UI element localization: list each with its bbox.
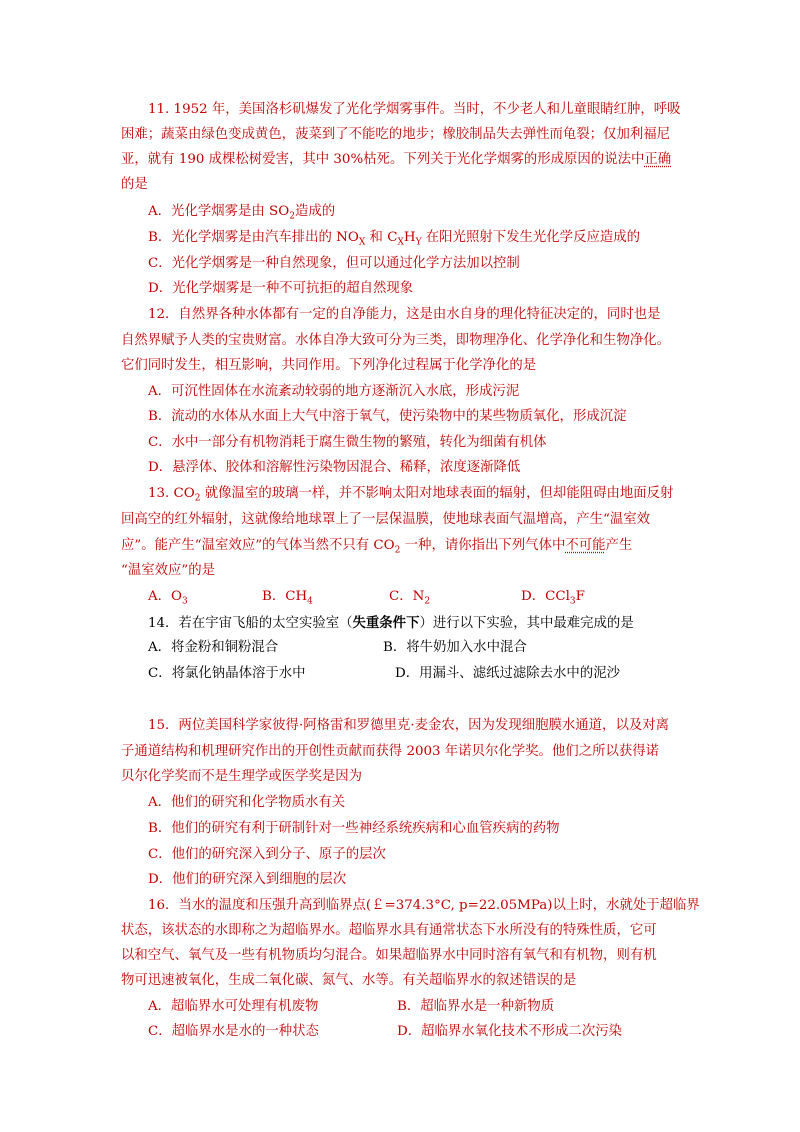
q13-d-text: D．CCl: [521, 589, 570, 604]
q13-c-text: C．N: [389, 589, 425, 604]
q13-option-d: [521, 588, 585, 606]
q14-stem-pre: 14．若在宇宙飞船的太空实验室（: [148, 616, 353, 631]
q16-option-b: B．超临界水是一种新物质: [397, 999, 555, 1014]
q11-stem-line-2: 困难；蔬菜由绿色变成黄色，菠菜到了不能吃的地步；橡胶制品失去弹性而龟裂；仅加利福尼: [121, 127, 671, 142]
q16-stem-line-4: 物可迅速被氧化，生成二氧化碳、氮气、水等。有关超临界水的叙述错误的是: [121, 973, 577, 988]
q12-option-d: D．悬浮体、胶体和溶解性污染物因混合、稀释，浓度逐渐降低: [148, 460, 521, 475]
q11-b-sub-1: X: [358, 237, 366, 248]
q15-option-b: B．他们的研究有利于研制针对一些神经系统疾病和心血管疾病的药物: [148, 821, 560, 836]
q16-option-a: A．超临界水可处理有机废物: [148, 999, 319, 1014]
q13-b-sub: 4: [307, 596, 313, 607]
q11-b-sub-2: X: [397, 237, 404, 248]
q13-l3-text-2: 一种，请你指出下列气体中: [400, 538, 566, 553]
q14-option-a: A．将金粉和铜粉混合: [148, 640, 279, 655]
q12-stem-line-1: 12．自然界各种水体都有一定的自净能力，这是由水自身的理化特征决定的，同时也是: [148, 307, 661, 322]
q11-a-tail: 造成的: [294, 204, 336, 219]
q11-option-b: [148, 229, 640, 247]
q13-a-text: A．O: [148, 589, 183, 604]
q11-option-c: C．光化学烟雾是一种自然现象，但可以通过化学方法加以控制: [148, 256, 520, 271]
q13-stem-line-3: [121, 537, 632, 555]
q14-option-c: C．将氯化钠晶体溶于水中: [148, 666, 306, 681]
q16-stem-line-3: 以和空气、氧气及一些有机物质均匀混合。如果超临界水中同时溶有氧气和有机物，则有机: [121, 948, 657, 963]
q14-option-b: B．将牛奶加入水中混合: [383, 640, 527, 655]
q15-option-d: D．他们的研究深入到细胞的层次: [148, 872, 347, 887]
q13-stem-line-4: “温室效应”的是: [121, 563, 216, 578]
q16-stem-line-1: 16．当水的温度和压强升高到临界点(￡=374.3°C, p=22.05MPa)以上时，水就处于超临界: [148, 898, 700, 913]
q11-option-a: [148, 203, 335, 221]
q12-option-b: B．流动的水体从水面上大气中溶于氧气，使污染物中的某些物质氧化，形成沉淀: [148, 409, 627, 424]
q11-b-sub-3: Y: [415, 237, 422, 248]
q15-stem-line-2: 子通道结构和机理研究作出的开创性贡献而获得 2003 年诺贝尔化学奖。他们之所以获得诺: [121, 744, 660, 759]
q12-option-c: C．水中一部分有机物消耗于腐生微生物的繁殖，转化为细菌有机体: [148, 435, 547, 450]
q13-c-sub: 2: [424, 596, 431, 607]
q13-a-sub: 3: [182, 596, 188, 607]
q15-option-a: A．他们的研究和化学物质水有关: [148, 795, 346, 810]
q13-l3-tail: 产生: [605, 538, 633, 553]
q13-l3-sub: 2: [394, 545, 401, 556]
q13-b-text: B．CH: [262, 589, 308, 604]
q14-stem: [148, 614, 634, 633]
q13-l1-tail: 就像温室的玻璃一样，并不影响太阳对地球表面的辐射，但却能阻碍由地面反射: [200, 486, 674, 501]
q13-l1-sub: 2: [194, 493, 201, 504]
q13-option-a: [148, 588, 188, 606]
q16-stem-line-2: 状态，该状态的水即称之为超临界水。超临界水具有通常状态下水所没有的特殊性质，它可: [121, 923, 657, 938]
q13-d-sub: 3: [569, 596, 576, 607]
q11-stem-line-3-text: 亚，就有 190 成棵松树爱害，其中 30%枯死。下列关于光化学烟雾的形成原因的说法中: [121, 152, 645, 167]
q13-option-b: [262, 588, 313, 606]
q14-stem-post: ）进行以下实验，其中最难完成的是: [419, 616, 634, 631]
q11-a-sub: 2: [289, 211, 295, 222]
q13-l1-text: 13. CO: [148, 486, 195, 501]
q16-option-c: C．超临界水是水的一种状态: [148, 1024, 319, 1039]
q11-b-text-3: H: [403, 230, 416, 245]
q12-stem-line-3: 它们同时发生，相互影响，共同作用。下列净化过程属于化学净化的是: [121, 358, 537, 373]
q13-stem-line-1: [148, 485, 673, 503]
q12-stem-line-2: 自然界赋予人类的宝贵财富。水体自净大致可分为三类，即物理净化、化学净化和生物净化。: [121, 333, 671, 348]
q13-stem-line-2: 回高空的红外辐射，这就像给地球罩上了一层保温膜，使地球表面气温增高，产生“温室效: [121, 512, 651, 527]
q16-option-d: D．超临界水氧化技术不形成二次污染: [397, 1024, 622, 1039]
q15-option-c: C．他们的研究深入到分子、原子的层次: [148, 847, 386, 862]
q11-stem-line-3: [121, 151, 671, 169]
q13-emphasis-not-possible: 不可能: [565, 538, 606, 553]
q11-stem-line-1: 11. 1952 年，美国洛杉矶爆发了光化学烟雾事件。当时，不少老人和儿童眼睛红肿，呼吸: [148, 102, 681, 117]
q15-stem-line-3: 贝尔化学奖而不是生理学或医学奖是因为: [121, 769, 363, 784]
q12-option-a: A．可沉性固体在水流紊动较弱的地方逐渐沉入水底，形成污泥: [148, 384, 520, 399]
q11-stem-line-4: 的是: [121, 177, 148, 192]
q14-stem-bold: 失重条件下: [352, 615, 420, 631]
q11-b-tail: 在阳光照射下发生光化学反应造成的: [421, 230, 641, 245]
q15-stem-line-1: 15．两位美国科学家彼得·阿格雷和罗德里克·麦金农，因为发现细胞膜水通道，以及对离: [148, 718, 670, 733]
q13-d-tail: F: [575, 589, 585, 604]
q11-b-text: B．光化学烟雾是由汽车排出的 NO: [148, 230, 359, 245]
q11-a-text: A．光化学烟雾是由 SO: [148, 204, 290, 219]
q14-option-d: D．用漏斗、滤纸过滤除去水中的泥沙: [395, 666, 620, 681]
q11-emphasis-correct: 正确: [644, 152, 672, 167]
q13-option-c: [389, 588, 430, 606]
q11-b-text-2: 和 C: [365, 230, 398, 245]
q13-l3-text: 应”。能产生“温室效应”的气体当然不只有 CO: [121, 538, 395, 553]
q11-option-d: D．光化学烟雾是一种不可抗拒的超自然现象: [148, 281, 414, 296]
